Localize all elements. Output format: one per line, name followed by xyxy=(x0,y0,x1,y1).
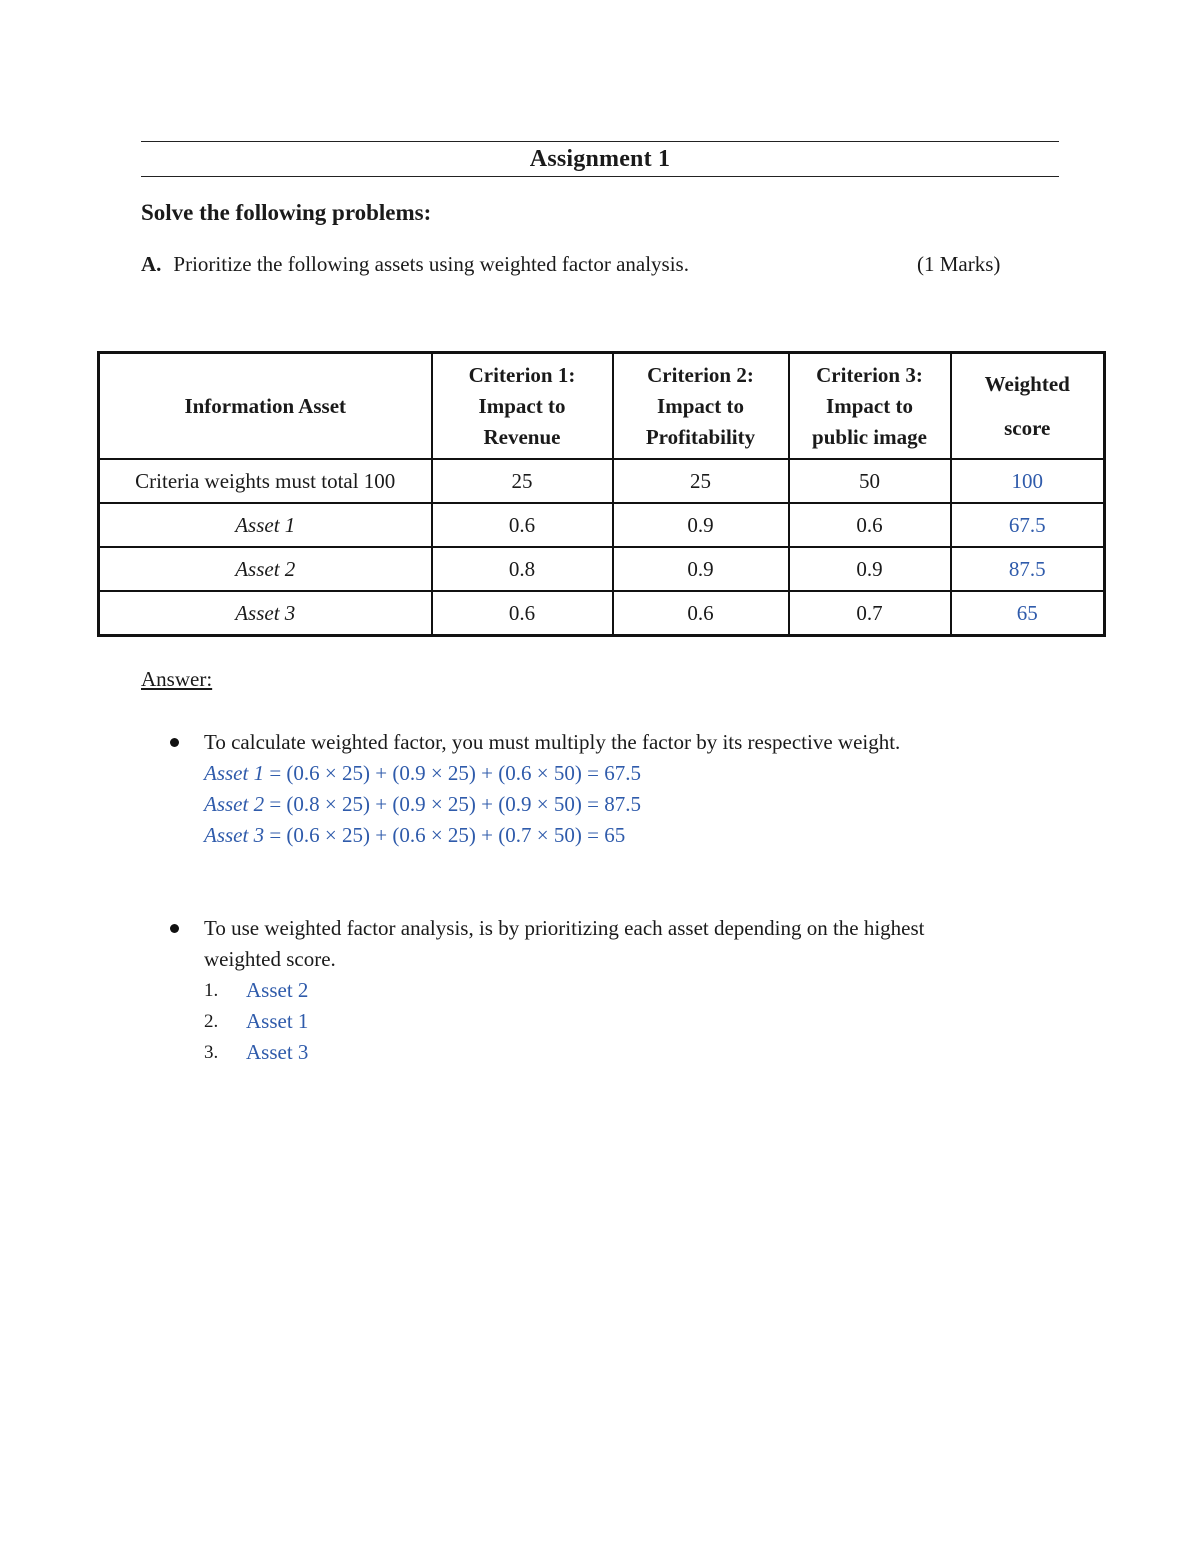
cell-criterion-2: 25 xyxy=(613,459,789,503)
list-item xyxy=(204,1006,925,1037)
header-criterion-1-text: Criterion 1: Impact to Revenue xyxy=(468,362,576,449)
row-label: Asset 3 xyxy=(99,591,432,636)
bullet-calculation xyxy=(170,727,900,851)
table-row xyxy=(99,591,1105,636)
cell-weighted-score: 100 xyxy=(951,459,1105,503)
table-row xyxy=(99,503,1105,547)
cell-criterion-2: 0.9 xyxy=(613,503,789,547)
cell-criterion-3: 0.9 xyxy=(789,547,951,591)
list-item xyxy=(204,1037,925,1068)
question-a xyxy=(141,252,1021,277)
header-criterion-2-text: Criterion 2: Impact to Profitability xyxy=(645,362,756,449)
cell-criterion-1: 0.8 xyxy=(432,547,613,591)
cell-criterion-3: 50 xyxy=(789,459,951,503)
calc-line xyxy=(204,820,900,851)
cell-criterion-3: 0.7 xyxy=(789,591,951,636)
row-label: Asset 2 xyxy=(99,547,432,591)
ranked-asset: Asset 2 xyxy=(246,978,309,1002)
ranked-asset: Asset 1 xyxy=(246,1009,309,1033)
list-number: 3. xyxy=(204,1042,219,1063)
cell-criterion-1: 25 xyxy=(432,459,613,503)
row-label: Criteria weights must total 100 xyxy=(99,459,432,503)
answer-label: Answer: xyxy=(141,667,213,691)
cell-criterion-2: 0.6 xyxy=(613,591,789,636)
bullet-text-line-1: To use weighted factor analysis, is by prioritizing each asset depending on the highest xyxy=(204,916,925,940)
calc-line xyxy=(204,758,900,789)
header-criterion-1 xyxy=(432,353,613,460)
bullet-prioritization xyxy=(170,913,925,1068)
question-letter: A. xyxy=(141,252,162,276)
question-marks: (1 Marks) xyxy=(917,252,1001,276)
title-block xyxy=(141,141,1059,177)
table-row xyxy=(99,547,1105,591)
calc-asset: Asset 3 xyxy=(204,823,265,847)
cell-weighted-score: 87.5 xyxy=(951,547,1105,591)
bullet-text-line-2: weighted score. xyxy=(204,947,336,971)
header-criterion-3 xyxy=(789,353,951,460)
bullet-icon xyxy=(170,738,179,747)
cell-weighted-score: 67.5 xyxy=(951,503,1105,547)
ranking-list xyxy=(204,975,925,1068)
header-criterion-2 xyxy=(613,353,789,460)
section-heading: Solve the following problems: xyxy=(141,200,432,225)
calc-expression: = (0.6 × 25) + (0.6 × 25) + (0.7 × 50) = 65 xyxy=(269,823,626,847)
calc-expression: = (0.6 × 25) + (0.9 × 25) + (0.6 × 50) = 67.5 xyxy=(269,761,641,785)
calc-asset: Asset 2 xyxy=(204,792,265,816)
list-number: 2. xyxy=(204,1011,219,1032)
bullet-text: To calculate weighted factor, you must multiply the factor by its respective weight. xyxy=(204,730,901,754)
ranked-asset: Asset 3 xyxy=(246,1040,309,1064)
bullet-icon xyxy=(170,924,179,933)
list-number: 1. xyxy=(204,980,219,1001)
row-label: Asset 1 xyxy=(99,503,432,547)
cell-criterion-1: 0.6 xyxy=(432,503,613,547)
calc-asset: Asset 1 xyxy=(204,761,265,785)
cell-criterion-3: 0.6 xyxy=(789,503,951,547)
header-information-asset: Information Asset xyxy=(99,353,432,460)
cell-weighted-score: 65 xyxy=(951,591,1105,636)
table-header-row xyxy=(99,353,1105,460)
cell-criterion-2: 0.9 xyxy=(613,547,789,591)
header-weighted-score xyxy=(951,353,1105,460)
document-title: Assignment 1 xyxy=(529,145,671,172)
cell-criterion-1: 0.6 xyxy=(432,591,613,636)
header-criterion-3-text: Criterion 3: Impact to public image xyxy=(812,362,927,449)
list-item xyxy=(204,975,925,1006)
question-text: Prioritize the following assets using weighted factor analysis. xyxy=(173,252,689,276)
weighted-factor-table xyxy=(97,351,1106,637)
table-row xyxy=(99,459,1105,503)
calc-expression: = (0.8 × 25) + (0.9 × 25) + (0.9 × 50) = 87.5 xyxy=(269,792,641,816)
calc-line xyxy=(204,789,900,820)
header-weighted-score-text: Weighted score xyxy=(984,372,1070,440)
